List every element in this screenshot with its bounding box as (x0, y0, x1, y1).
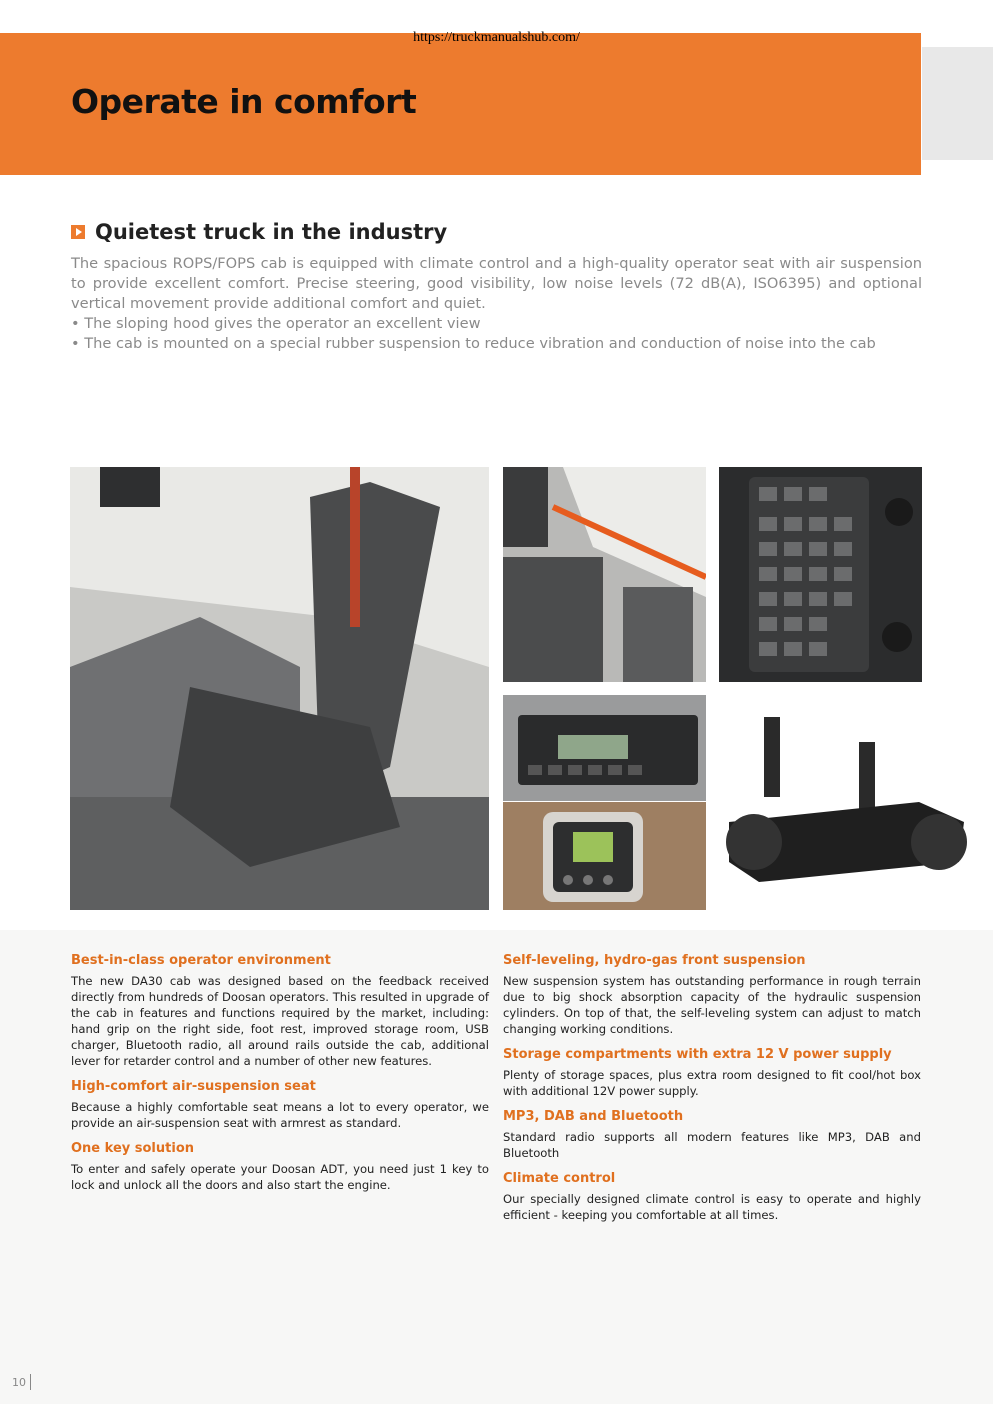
feature-heading: MP3, DAB and Bluetooth (503, 1109, 684, 1124)
feature-body: The new DA30 cab was designed based on the feedback received directly from hundreds of Doosan operators. This resulted in upgrade of the cab in features and functions required by the market, including: hand grip on the right side, foot rest, improved storage room, USB charger, Bluetooth radio, all around rails outside the cab, additional lever for retarder control and a number of other new features. (71, 974, 489, 1068)
suspension-photo (719, 712, 974, 889)
feature-body: Standard radio supports all modern features like MP3, DAB and Bluetooth (503, 1130, 921, 1160)
feature-heading: Climate control (503, 1171, 616, 1186)
source-url[interactable]: https://truckmanualshub.com/ (413, 30, 580, 45)
right-column (503, 953, 921, 1233)
feature-heading: Best-in-class operator environment (71, 953, 331, 968)
play-arrow-icon (71, 225, 85, 239)
feature-body: Because a highly comfortable seat means a lot to every operator, we provide an air-suspension seat with armrest as standard. (71, 1100, 489, 1130)
feature-block (503, 1109, 921, 1161)
feature-heading: One key solution (71, 1141, 194, 1156)
climate-control-photo (503, 802, 706, 910)
cab-seat-photo (70, 467, 489, 910)
feature-heading: High-comfort air-suspension seat (71, 1079, 316, 1094)
feature-body: Plenty of storage spaces, plus extra room designed to fit cool/hot box with additional 12V power supply. (503, 1068, 921, 1098)
section-title: Quietest truck in the industry (95, 220, 448, 244)
keypad-photo (719, 467, 922, 682)
radio-photo (503, 695, 706, 801)
page-number: 10 (12, 1376, 26, 1389)
bullet-item: • The cab is mounted on a special rubber suspension to reduce vibration and conduction of noise into the cab (71, 335, 876, 352)
feature-block (71, 1141, 489, 1193)
feature-block (503, 1047, 921, 1099)
feature-block (71, 1079, 489, 1131)
page-title: Operate in comfort (71, 82, 417, 121)
intro-text (71, 254, 922, 354)
bullet-item: • The sloping hood gives the operator an excellent view (71, 315, 481, 332)
feature-heading: Storage compartments with extra 12 V power supply (503, 1047, 892, 1062)
feature-block (503, 1171, 921, 1223)
feature-body: To enter and safely operate your Doosan ADT, you need just 1 key to lock and unlock all the doors and also start the engine. (71, 1162, 489, 1192)
page-number-divider (30, 1374, 31, 1390)
left-column (71, 953, 489, 1203)
section-heading (71, 220, 447, 244)
bullet-list (71, 314, 922, 354)
cab-controls-photo (503, 467, 706, 682)
feature-heading: Self-leveling, hydro-gas front suspension (503, 953, 806, 968)
intro-paragraph: The spacious ROPS/FOPS cab is equipped with climate control and a high-quality operator seat with air suspension to provide excellent comfort. Precise steering, good visibility, low noise levels (72 dB(A), ISO6395) and optional vertical movement provide additional comfort and quiet. (71, 255, 922, 312)
feature-body: New suspension system has outstanding performance in rough terrain due to big shock absorption capacity of the hydraulic suspension cylinders. On top of that, the self-leveling system can adjust to match changing working conditions. (503, 974, 921, 1036)
feature-body: Our specially designed climate control is easy to operate and highly efficient - keeping you comfortable at all times. (503, 1192, 921, 1222)
side-tab (922, 47, 993, 160)
feature-block (71, 953, 489, 1069)
feature-block (503, 953, 921, 1037)
